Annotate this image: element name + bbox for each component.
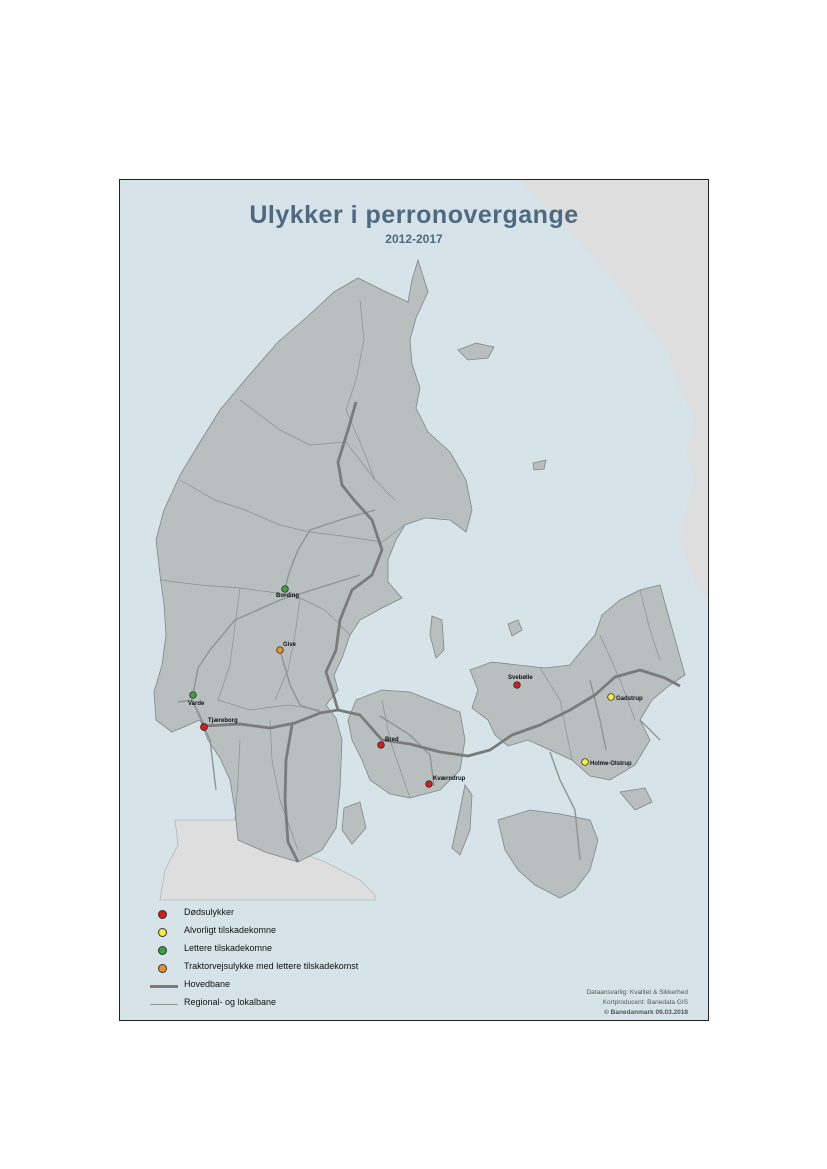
svg-text:Give: Give	[283, 642, 297, 648]
credits	[586, 988, 688, 1018]
map-frame	[119, 179, 709, 1021]
legend-item-light	[144, 942, 474, 960]
legend-label: Dødsulykker	[184, 907, 235, 917]
fatal-dot-icon	[158, 910, 167, 919]
svg-text:Holme-Olstrup: Holme-Olstrup	[590, 761, 632, 767]
lolland-land	[498, 810, 598, 898]
regional-line-icon	[150, 1004, 178, 1005]
langeland-land	[452, 785, 472, 855]
svg-text:Bording: Bording	[276, 593, 299, 599]
map-subtitle: 2012-2017	[385, 232, 443, 246]
svg-text:Gadstrup: Gadstrup	[616, 696, 643, 702]
serious-dot-icon	[158, 928, 167, 937]
legend-label: Traktorvejsulykke med lettere tilskadekomst	[184, 961, 359, 971]
samso-land	[430, 616, 444, 658]
svg-text:Svebølle: Svebølle	[508, 675, 533, 681]
legend-item-serious	[144, 924, 474, 942]
sejero-land	[508, 620, 522, 636]
legend-label: Regional- og lokalbane	[184, 997, 277, 1007]
map-title: Ulykker i perronovergange	[249, 201, 579, 229]
credit-copyright: © Banedanmark 09.03.2018	[604, 1009, 688, 1016]
als-land	[342, 802, 366, 844]
svg-text:Tjæreborg: Tjæreborg	[208, 718, 238, 724]
light-dot-icon	[158, 946, 167, 955]
credit-data-owner: Dataansvarlig: Kvalitet & Sikkerhed	[586, 989, 688, 996]
svg-text:Varde: Varde	[188, 701, 205, 707]
credit-producer: Kortproducent: Banedata GIS	[602, 999, 688, 1006]
zealand-land	[470, 585, 685, 780]
mon-land	[620, 788, 652, 810]
anholt-land	[533, 460, 546, 470]
tractor-dot-icon	[158, 964, 167, 973]
mainline-line-icon	[150, 985, 178, 988]
laeso-land	[458, 343, 494, 360]
legend-item-tractor	[144, 960, 474, 978]
legend-item-fatal	[144, 906, 474, 924]
map-canvas[interactable]	[120, 180, 708, 1020]
legend-label: Lettere tilskadekomne	[184, 943, 273, 953]
legend-label: Hovedbane	[184, 979, 231, 989]
legend-item-mainline	[144, 978, 474, 996]
svg-text:Bred: Bred	[385, 737, 399, 743]
legend-label: Alvorligt tilskadekomne	[184, 925, 277, 935]
svg-text:Kværndrup: Kværndrup	[433, 776, 466, 782]
legend-item-regional	[144, 996, 474, 1014]
legend	[144, 906, 474, 1014]
